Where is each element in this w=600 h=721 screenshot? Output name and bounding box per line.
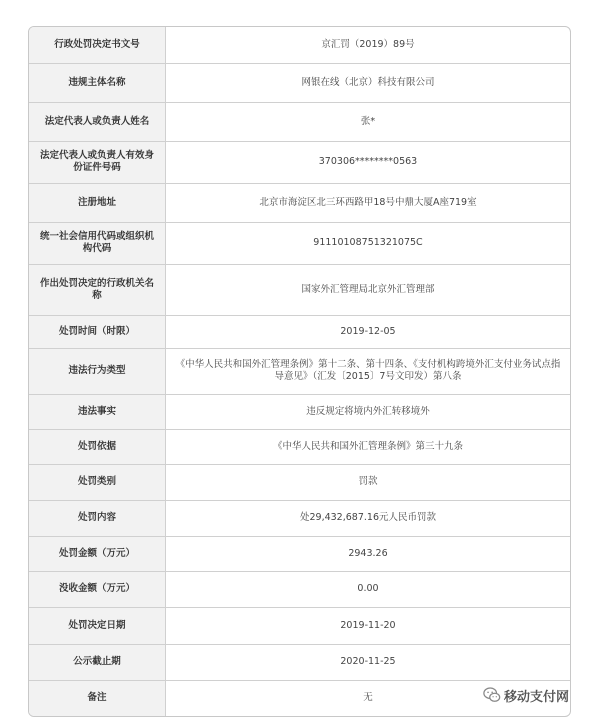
row-label: 处罚内容 bbox=[29, 500, 166, 536]
table-row bbox=[29, 27, 570, 63]
table-row bbox=[29, 264, 570, 315]
table-row bbox=[29, 500, 570, 536]
row-value: 2019-12-05 bbox=[166, 315, 571, 348]
table-row bbox=[29, 429, 570, 464]
table-row bbox=[29, 63, 570, 102]
table-row bbox=[29, 394, 570, 429]
row-value: 2019-11-20 bbox=[166, 607, 571, 644]
table-row bbox=[29, 644, 570, 680]
table-row bbox=[29, 348, 570, 394]
table-row bbox=[29, 141, 570, 183]
row-label: 处罚决定日期 bbox=[29, 607, 166, 644]
row-label: 注册地址 bbox=[29, 183, 166, 222]
row-value: 张* bbox=[166, 102, 571, 141]
row-label: 法定代表人或负责人有效身份证件号码 bbox=[29, 141, 166, 183]
table-row bbox=[29, 536, 570, 571]
table-row bbox=[29, 315, 570, 348]
row-value: 《中华人民共和国外汇管理条例》第三十九条 bbox=[166, 429, 571, 464]
watermark-text: 移动支付网 bbox=[504, 689, 570, 705]
row-value: 2020-11-25 bbox=[166, 644, 571, 680]
row-label: 统一社会信用代码或组织机构代码 bbox=[29, 222, 166, 264]
row-value: 京汇罚（2019）89号 bbox=[166, 27, 571, 63]
row-label: 公示截止期 bbox=[29, 644, 166, 680]
table-row bbox=[29, 222, 570, 264]
table-row bbox=[29, 183, 570, 222]
row-value: 《中华人民共和国外汇管理条例》第十二条、第十四条、《支付机构跨境外汇支付业务试点指导意见》（汇发〔2015〕7号文印发）第八条 bbox=[166, 348, 571, 394]
table-row bbox=[29, 102, 570, 141]
table-row bbox=[29, 571, 570, 607]
row-label: 处罚金额（万元） bbox=[29, 536, 166, 571]
row-label: 没收金额（万元） bbox=[29, 571, 166, 607]
wechat-icon bbox=[483, 686, 501, 704]
row-label: 违法行为类型 bbox=[29, 348, 166, 394]
row-label: 处罚类别 bbox=[29, 464, 166, 500]
row-label: 法定代表人或负责人姓名 bbox=[29, 102, 166, 141]
row-label: 备注 bbox=[29, 680, 166, 716]
penalty-table-frame bbox=[28, 26, 571, 717]
row-label: 违规主体名称 bbox=[29, 63, 166, 102]
row-value: 2943.26 bbox=[166, 536, 571, 571]
table-row bbox=[29, 607, 570, 644]
watermark bbox=[483, 683, 569, 707]
row-label: 行政处罚决定书文号 bbox=[29, 27, 166, 63]
row-value: 0.00 bbox=[166, 571, 571, 607]
row-label: 违法事实 bbox=[29, 394, 166, 429]
row-value: 北京市海淀区北三环西路甲18号中鼎大厦A座719室 bbox=[166, 183, 571, 222]
row-value: 370306********0563 bbox=[166, 141, 571, 183]
row-value: 无 bbox=[166, 680, 571, 716]
row-value: 91110108751321075C bbox=[166, 222, 571, 264]
row-label: 处罚依据 bbox=[29, 429, 166, 464]
row-value: 罚款 bbox=[166, 464, 571, 500]
row-label: 作出处罚决定的行政机关名称 bbox=[29, 264, 166, 315]
penalty-table bbox=[29, 27, 570, 716]
row-value: 国家外汇管理局北京外汇管理部 bbox=[166, 264, 571, 315]
row-label: 处罚时间（时限） bbox=[29, 315, 166, 348]
row-value: 违反规定将境内外汇转移境外 bbox=[166, 394, 571, 429]
row-value: 处29,432,687.16元人民币罚款 bbox=[166, 500, 571, 536]
table-row bbox=[29, 464, 570, 500]
row-value: 网银在线（北京）科技有限公司 bbox=[166, 63, 571, 102]
